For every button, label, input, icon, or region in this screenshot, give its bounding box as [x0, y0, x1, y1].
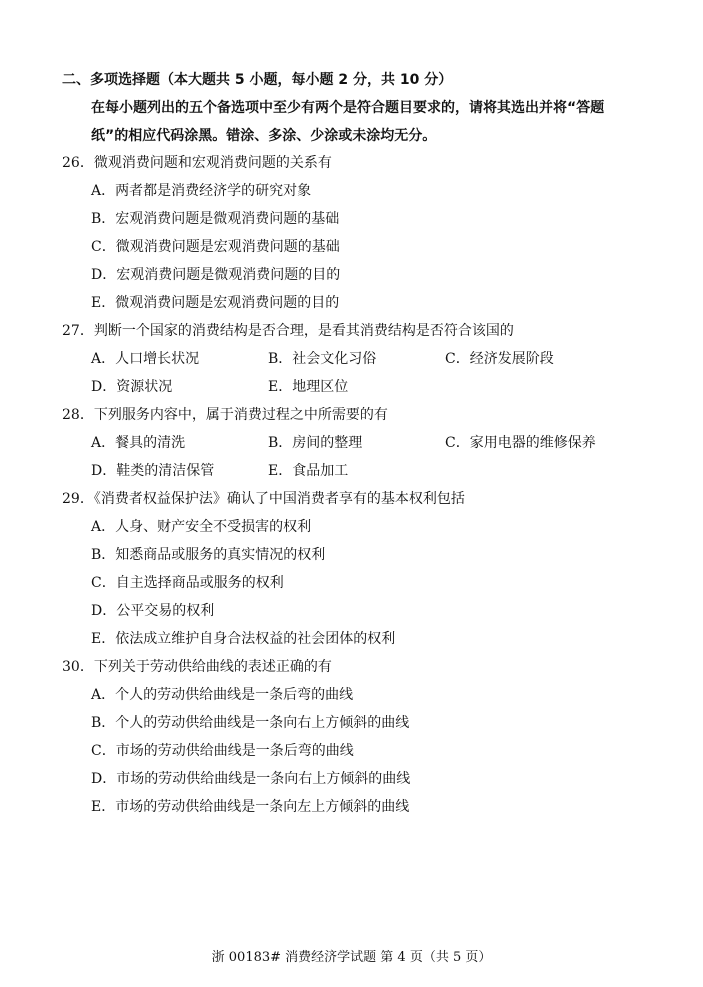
question-28-option-b: B．房间的整理: [268, 435, 363, 451]
question-26-option-b: B．宏观消费问题是微观消费问题的基础: [91, 211, 340, 227]
question-28-option-a: A．餐具的清洗: [91, 435, 186, 451]
question-29-option-e: E．依法成立维护自身合法权益的社会团体的权利: [91, 631, 396, 647]
question-28-option-d: D．鞋类的清洁保管: [91, 463, 215, 479]
question-28-option-e: E．食品加工: [268, 463, 349, 479]
question-27-option-c: C．经济发展阶段: [445, 351, 554, 367]
question-30-option-d: D．市场的劳动供给曲线是一条向右上方倾斜的曲线: [91, 771, 411, 787]
question-30-option-c: C．市场的劳动供给曲线是一条后弯的曲线: [91, 743, 354, 759]
question-29-option-b: B．知悉商品或服务的真实情况的权利: [91, 547, 326, 563]
question-28-stem: 28．下列服务内容中，属于消费过程之中所需要的有: [62, 407, 388, 423]
question-29-stem: 29．《消费者权益保护法》确认了中国消费者享有的基本权利包括: [62, 491, 465, 507]
question-29-option-c: C．自主选择商品或服务的权利: [91, 575, 284, 591]
question-30-stem: 30．下列关于劳动供给曲线的表述正确的有: [62, 659, 332, 675]
instruction-line-1: 在每小题列出的五个备选项中至少有两个是符合题目要求的，请将其选出并将“答题: [91, 100, 605, 116]
instruction-line-2: 纸”的相应代码涂黑。错涂、多涂、少涂或未涂均无分。: [91, 128, 437, 144]
question-30-option-a: A．个人的劳动供给曲线是一条后弯的曲线: [91, 687, 354, 703]
question-27-option-b: B．社会文化习俗: [268, 351, 377, 367]
question-29-option-a: A．人身、财产安全不受损害的权利: [91, 519, 312, 535]
question-27-stem: 27．判断一个国家的消费结构是否合理，是看其消费结构是否符合该国的: [62, 323, 514, 339]
question-29-option-d: D．公平交易的权利: [91, 603, 215, 619]
question-27-option-a: A．人口增长状况: [91, 351, 200, 367]
question-26-option-a: A．两者都是消费经济学的研究对象: [91, 183, 312, 199]
question-26-stem: 26．微观消费问题和宏观消费问题的关系有: [62, 155, 332, 171]
question-27-option-d: D．资源状况: [91, 379, 173, 395]
question-26-option-c: C．微观消费问题是宏观消费问题的基础: [91, 239, 340, 255]
question-26-option-e: E．微观消费问题是宏观消费问题的目的: [91, 295, 340, 311]
question-27-option-e: E．地理区位: [268, 379, 349, 395]
section-title: 二、多项选择题（本大题共 5 小题，每小题 2 分，共 10 分）: [62, 72, 453, 88]
question-26-option-d: D．宏观消费问题是微观消费问题的目的: [91, 267, 341, 283]
question-30-option-e: E．市场的劳动供给曲线是一条向左上方倾斜的曲线: [91, 799, 410, 815]
page-footer: 浙 00183# 消费经济学试题 第 4 页（共 5 页）: [211, 950, 492, 965]
question-30-option-b: B．个人的劳动供给曲线是一条向右上方倾斜的曲线: [91, 715, 410, 731]
question-28-option-c: C．家用电器的维修保养: [445, 435, 596, 451]
